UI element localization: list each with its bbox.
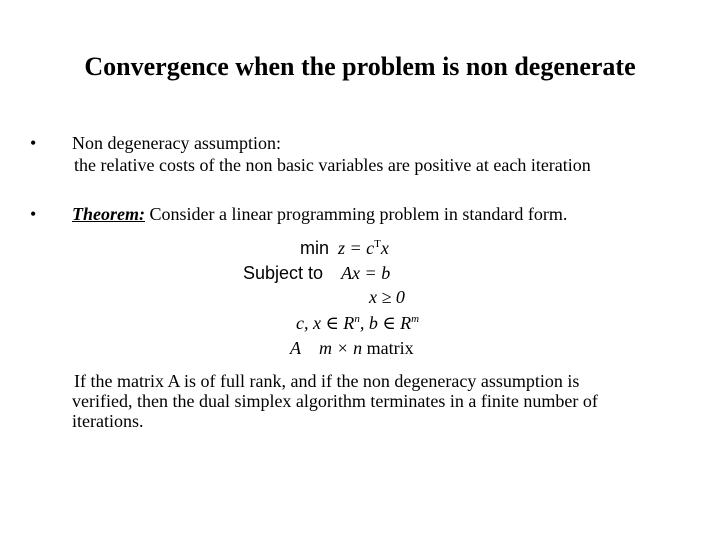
objective-var: x: [380, 238, 389, 258]
bullet-2-text: [72, 204, 567, 225]
theorem-colon: :: [139, 204, 145, 224]
lp-formulation: [243, 236, 443, 360]
matrix-symbol: A: [290, 338, 301, 358]
domain-cx: c, x ∈ R: [296, 313, 355, 333]
objective-row: [300, 238, 389, 259]
objective-lhs: z = c: [338, 238, 375, 258]
theorem-statement: Consider a linear programming problem in standard form.: [145, 204, 568, 224]
nonneg-constraint: x ≥ 0: [369, 287, 405, 307]
nonneg-row: [369, 287, 405, 308]
domain-cx-sup: n: [354, 313, 360, 325]
bullet-marker-1: •: [30, 133, 37, 153]
bullet-marker-2: •: [30, 204, 37, 224]
matrix-word: matrix: [366, 338, 414, 358]
theorem-label: Theorem: [72, 204, 139, 224]
domain-row: [296, 313, 419, 334]
constraint-row: [243, 263, 390, 284]
matrix-row: [290, 338, 414, 359]
conclusion-line-2: verified, then the dual simplex algorithm terminates in a finite number of: [72, 391, 598, 411]
matrix-dims: m × n: [319, 338, 363, 358]
bullet-1-detail: the relative costs of the non basic variables are positive at each iteration: [74, 155, 591, 175]
subject-to-label: Subject to: [243, 263, 324, 283]
conclusion-line-1: If the matrix A is of full rank, and if the non degeneracy assumption is: [74, 371, 580, 391]
min-keyword: min: [300, 238, 330, 258]
conclusion-line-3: iterations.: [72, 411, 144, 431]
equality-constraint: Ax = b: [341, 263, 391, 283]
domain-b-sup: m: [411, 313, 420, 325]
domain-b: , b ∈ R: [359, 313, 412, 333]
slide-title: Convergence when the problem is non degenerate: [84, 52, 636, 81]
bullet-1-heading: Non degeneracy assumption:: [72, 133, 281, 153]
transpose-sup: T: [374, 238, 381, 250]
